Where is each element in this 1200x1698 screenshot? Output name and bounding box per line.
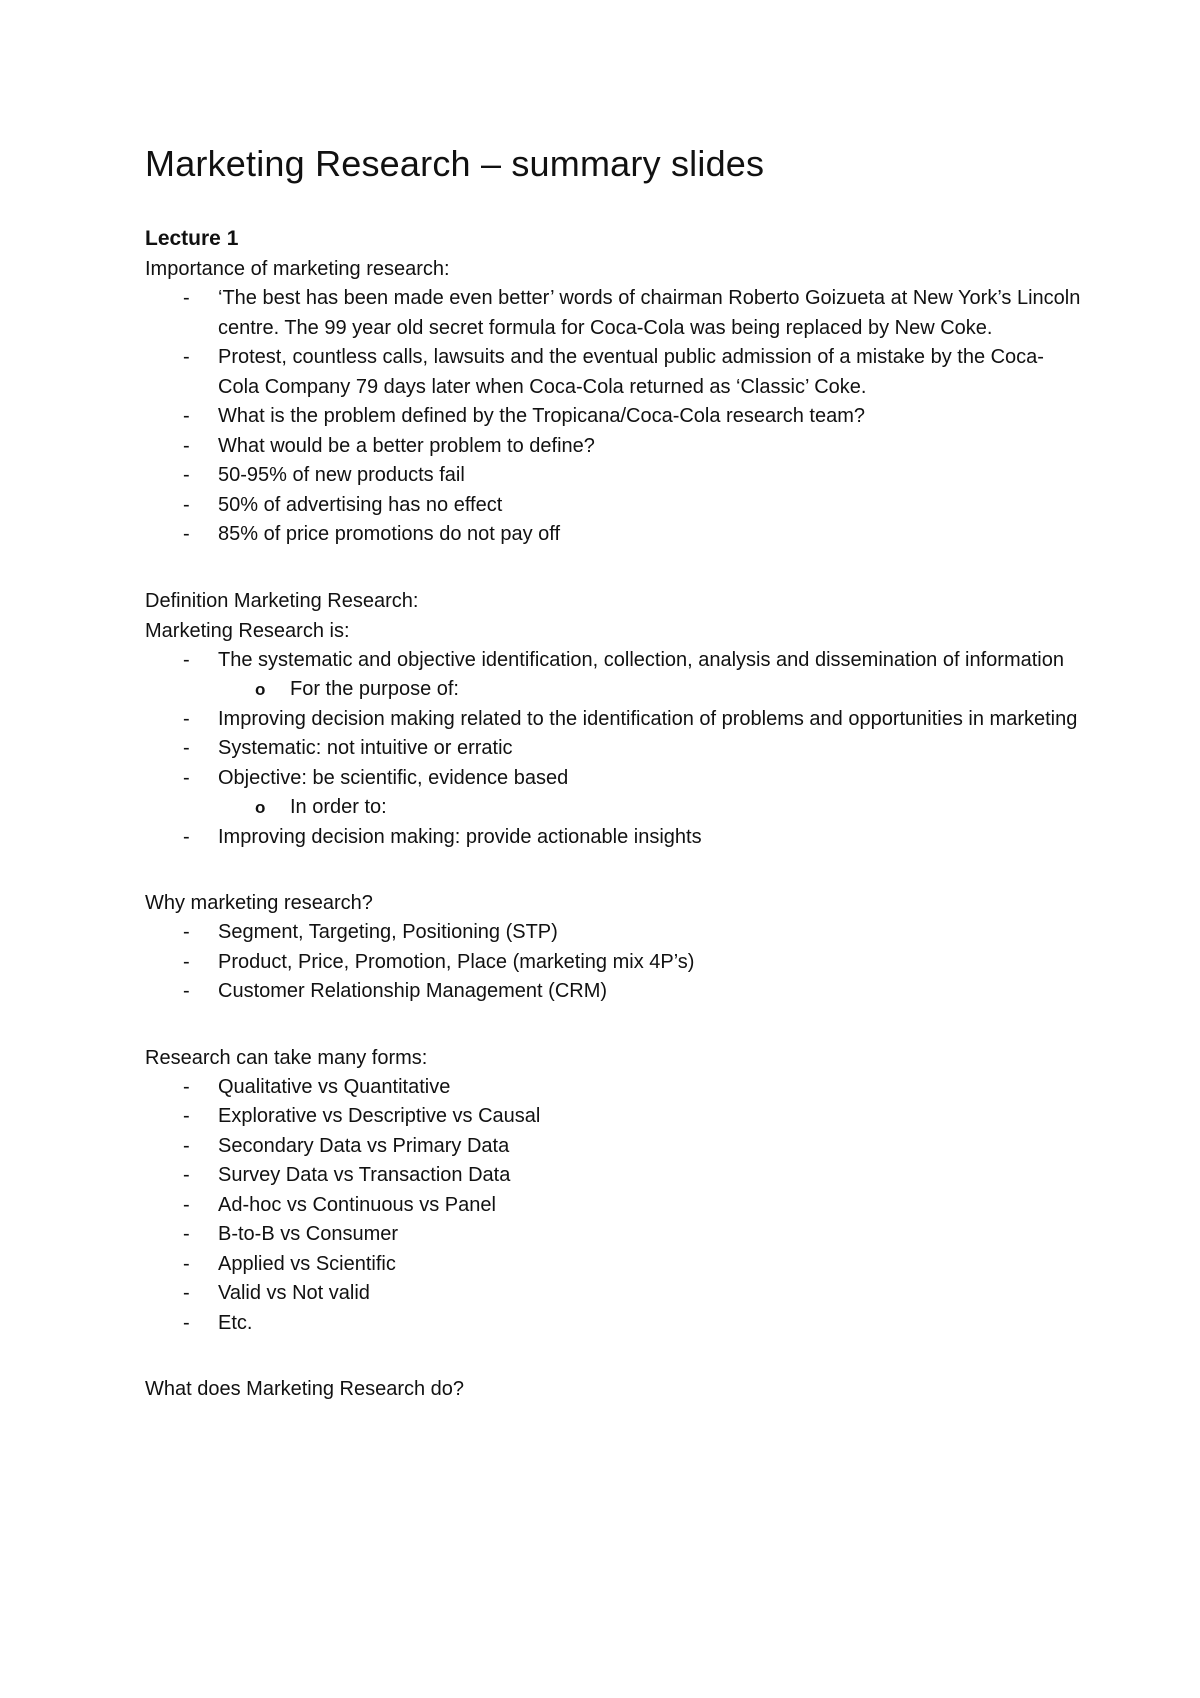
sub-list-item: o In order to: bbox=[145, 793, 1085, 823]
list-item: - 50% of advertising has no effect bbox=[145, 491, 1085, 521]
list-item: - Applied vs Scientific bbox=[145, 1250, 1085, 1280]
list-item: - 85% of price promotions do not pay off bbox=[145, 520, 1085, 550]
list-item: - Improving decision making related to the identification of problems and opportunities in marketing bbox=[145, 705, 1085, 735]
definition-subheading: Marketing Research is: bbox=[145, 619, 350, 642]
section-gap bbox=[145, 852, 1085, 888]
section-gap bbox=[145, 1338, 1085, 1374]
list-item: - Secondary Data vs Primary Data bbox=[145, 1132, 1085, 1162]
list-item: - Protest, countless calls, lawsuits and the eventual public admission of a mistake by the Coca-Cola Company 79 days later when Coca-Cola returned as ‘Classic’ Coke. bbox=[145, 343, 1085, 402]
lecture-heading: Lecture 1 bbox=[145, 227, 239, 250]
list-item: - Valid vs Not valid bbox=[145, 1279, 1085, 1309]
list-item: - What is the problem defined by the Tropicana/Coca-Cola research team? bbox=[145, 402, 1085, 432]
definition-heading: Definition Marketing Research: bbox=[145, 589, 419, 612]
list-item: - Etc. bbox=[145, 1309, 1085, 1339]
why-heading: Why marketing research? bbox=[145, 892, 373, 914]
forms-heading: Research can take many forms: bbox=[145, 1046, 428, 1069]
definition-list bbox=[145, 646, 1085, 853]
list-item: - Ad-hoc vs Continuous vs Panel bbox=[145, 1191, 1085, 1221]
list-item: - The systematic and objective identification, collection, analysis and dissemination of information bbox=[145, 646, 1085, 676]
forms-list bbox=[145, 1073, 1085, 1339]
list-item: - Objective: be scientific, evidence based bbox=[145, 764, 1085, 794]
list-item: - Segment, Targeting, Positioning (STP) bbox=[145, 918, 1085, 948]
what-heading: What does Marketing Research do? bbox=[145, 1378, 465, 1400]
list-item: - 50-95% of new products fail bbox=[145, 461, 1085, 491]
list-item: - Improving decision making: provide actionable insights bbox=[145, 823, 1085, 853]
list-item: - What would be a better problem to define? bbox=[145, 432, 1085, 462]
list-item: - Product, Price, Promotion, Place (marketing mix 4P’s) bbox=[145, 948, 1085, 978]
sub-list-item: o For the purpose of: bbox=[145, 675, 1085, 705]
list-item: - Customer Relationship Management (CRM) bbox=[145, 977, 1085, 1007]
importance-heading: Importance of marketing research: bbox=[145, 258, 450, 280]
list-item: - Survey Data vs Transaction Data bbox=[145, 1161, 1085, 1191]
why-list bbox=[145, 918, 1085, 1007]
section-gap bbox=[145, 550, 1085, 586]
importance-list bbox=[145, 284, 1085, 550]
list-item: - ‘The best has been made even better’ words of chairman Roberto Goizueta at New York’s Lincoln centre. The 99 year old secret formula for Coca-Cola was being replaced by New Coke. bbox=[145, 284, 1085, 343]
list-item: - Explorative vs Descriptive vs Causal bbox=[145, 1102, 1085, 1132]
list-item: - Qualitative vs Quantitative bbox=[145, 1073, 1085, 1103]
list-item: - B-to-B vs Consumer bbox=[145, 1220, 1085, 1250]
section-gap bbox=[145, 1007, 1085, 1043]
list-item: - Systematic: not intuitive or erratic bbox=[145, 734, 1085, 764]
document-title: Marketing Research – summary slides bbox=[145, 143, 765, 184]
document-page bbox=[145, 140, 1085, 1404]
